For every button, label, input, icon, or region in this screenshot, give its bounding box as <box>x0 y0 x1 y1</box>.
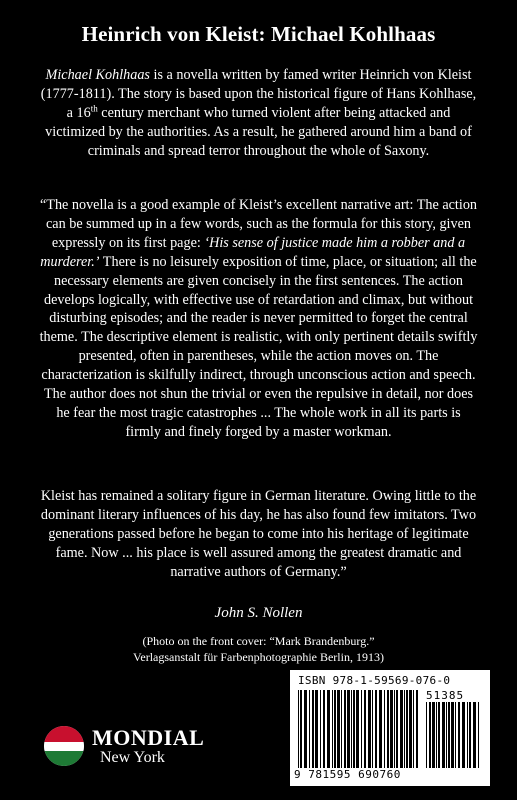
barcode-bar <box>361 690 362 768</box>
barcode-bar <box>347 690 350 768</box>
barcode-bar <box>298 690 299 768</box>
barcode-bar <box>323 690 325 768</box>
barcode-addon-bar <box>469 702 471 768</box>
intro-paragraph <box>40 66 477 161</box>
barcode-bar <box>332 690 333 768</box>
barcode-bar <box>327 690 330 768</box>
barcode-bar <box>372 690 373 768</box>
publisher-city: New York <box>100 749 165 766</box>
flag-circle-icon <box>44 726 84 766</box>
barcode-addon-bar <box>478 702 479 768</box>
barcode-bar <box>364 690 366 768</box>
photo-credit-line-1: (Photo on the front cover: “Mark Brandenburg.” <box>142 634 375 648</box>
barcode-bar <box>387 690 389 768</box>
publisher-logo <box>44 726 264 772</box>
photo-credit <box>0 633 517 665</box>
barcode-bar <box>368 690 371 768</box>
barcode-bar <box>416 690 418 768</box>
barcode-bar <box>406 690 408 768</box>
quote-paragraph <box>38 196 479 442</box>
isbn-barcode <box>290 670 490 786</box>
barcode-bar <box>379 690 382 768</box>
publisher-name: MONDIAL <box>92 725 205 750</box>
barcode-bar <box>390 690 393 768</box>
barcode-bar <box>334 690 336 768</box>
barcode-bar <box>337 690 340 768</box>
intro-text-a: is a novella written by famed writer Heinrich von Kleist (1777-1811). The story is based upon the historical figure of Hans Kohlhase, a 16 <box>40 67 477 121</box>
barcode-bar <box>375 690 377 768</box>
flag-stripe-red <box>44 726 84 742</box>
barcode-bar <box>394 690 395 768</box>
barcode-bar <box>344 690 346 768</box>
barcode-bar <box>341 690 342 768</box>
barcode-addon-bar <box>458 702 460 768</box>
book-title-heading: Heinrich von Kleist: Michael Kohlhaas <box>81 22 436 46</box>
barcode-addon-bar <box>446 702 447 768</box>
barcode-bar <box>384 690 385 768</box>
signature: John S. Nollen <box>214 605 303 621</box>
quote-text-a: “The novella is a good example of Kleist’s excellent narrative art: The action can be summed up in a few words, such as the formula for this story, given expressly on its first page: <box>39 197 478 251</box>
barcode-bar <box>300 690 302 768</box>
barcode-addon-bar <box>448 702 450 768</box>
barcode-addon-bar <box>429 702 431 768</box>
barcode-bar <box>320 690 321 768</box>
barcode-addon-bar <box>467 702 468 768</box>
intro-text-b: century merchant who turned violent after being attacked and victimized by the authorities. As a result, he gathered around him a band of criminals and spread terror throughout the whole of Saxony. <box>45 104 472 159</box>
barcode-bars-main <box>298 690 420 768</box>
barcode-bar <box>409 690 412 768</box>
barcode-addon-bar <box>455 702 456 768</box>
quote-formula: ‘His sense of justice made him a robber and a murderer.’ <box>40 234 466 270</box>
barcode-bar <box>315 690 318 768</box>
barcode-addon-bar <box>451 702 454 768</box>
barcode-bar <box>413 690 414 768</box>
barcode-addon-bar <box>438 702 440 768</box>
closing-paragraph: Kleist has remained a solitary figure in German literature. Owing little to the dominant literary influences of his day, he has also found few imitators. Two generations passed before he began to come into his heritage of legitimate fame. Now ... his place is well assured among the greatest dramatic and narrative authors of Germany.” <box>40 488 477 580</box>
ordinal-suffix: th <box>90 103 98 114</box>
barcode-addon-bar <box>432 702 435 768</box>
barcode-addon-bar <box>462 702 465 768</box>
barcode-bar <box>404 690 405 768</box>
barcode-addon-bar <box>473 702 476 768</box>
flag-stripe-green <box>44 751 84 766</box>
barcode-bars-addon <box>426 702 482 768</box>
barcode-number: 9 781595 690760 <box>294 768 401 781</box>
isbn-label: ISBN 978-1-59569-076-0 <box>298 674 451 687</box>
barcode-bar <box>304 690 307 768</box>
barcode-bar <box>309 690 310 768</box>
barcode-addon-bar <box>442 702 445 768</box>
intro-book-title: Michael Kohlhaas <box>45 67 150 83</box>
barcode-bar <box>396 690 398 768</box>
barcode-bar <box>312 690 314 768</box>
barcode-bar <box>353 690 355 768</box>
barcode-addon-digits: 51385 <box>426 689 465 702</box>
barcode-bar <box>356 690 359 768</box>
barcode-bar <box>351 690 352 768</box>
photo-credit-line-2: Verlagsanstalt für Farbenphotographie Berlin, 1913) <box>133 650 384 664</box>
barcode-bar <box>400 690 403 768</box>
barcode-addon-bar <box>426 702 427 768</box>
barcode-addon-bar <box>436 702 437 768</box>
flag-stripe-white <box>44 742 84 751</box>
quote-text-b: There is no leisurely exposition of time, place, or situation; all the necessary elements are given concisely in the first sentences. The action develops logically, with effective use of retardation and climax, but without disturbing episodes; and the reader is never permitted to forget the central theme. The descriptive element is realistic, with only pertinent details swiftly presented, often in parentheses, while the action moves on. The characterization is skilfully indirect, through unconscious action and speech. The author does not shun the trivial or even the repulsive in detail, nor does he fear the most tragic catastrophes ... The whole work in all its parts is firmly and finely forged by a master workman. <box>39 253 478 440</box>
